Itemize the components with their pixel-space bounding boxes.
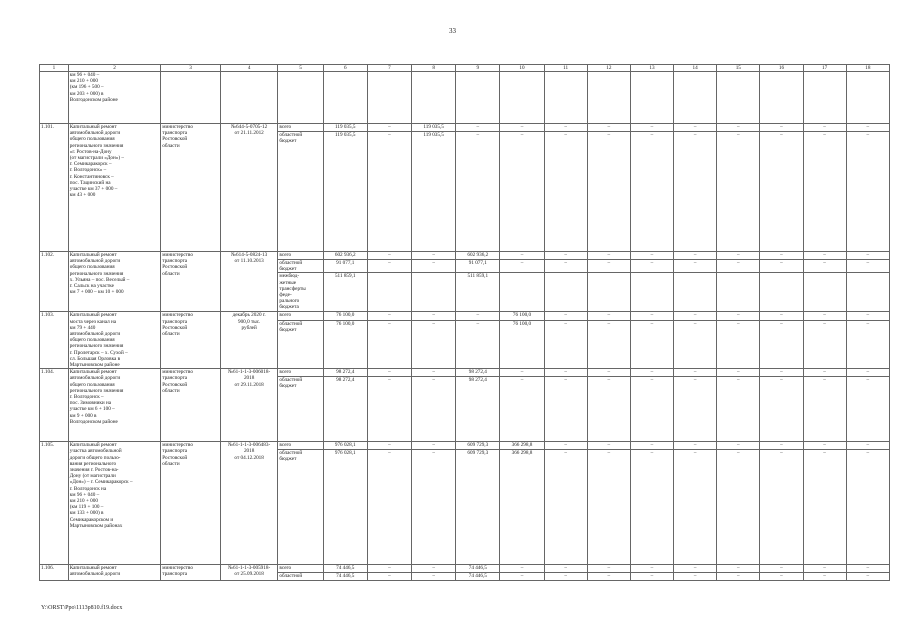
cell-value [630,273,673,312]
cell-value [544,273,587,312]
cell-value: – [587,312,630,320]
cell-value: – [587,132,630,252]
cell-value: – [500,124,544,132]
cell-value: – [803,573,846,581]
cell-value: – [412,450,456,565]
cell-value: – [760,312,803,320]
cell-value: – [630,124,673,132]
cell-value: – [803,252,846,260]
cell-value: – [717,573,760,581]
cell-value: 74 446,5 [456,573,500,581]
cell-name: Капитальный ремонт участка автомобильной дороги общего пользо- вания регионального значения г. Ростов-на- Дону (от магистрали «Дон») – г. Семикаракорск – г. Волгодонск на км 96 + 040 – км 210 + 000 (км 119 + 100 – км 133 + 000) в Семикаракорском и Мартыновском районах [68,442,161,565]
cell-total: 74 446,5 [323,573,367,581]
table-body [40,65,890,581]
table-row [40,312,890,320]
cell-value: – [803,260,846,273]
table-row [40,369,890,377]
cell-source: областной бюджет [278,450,323,565]
cell-value: – [630,312,673,320]
cell-value: 98 272,4 [456,369,500,377]
cell-source: областной [278,573,323,581]
column-number: 2 [68,65,161,72]
cell-value: – [544,442,587,450]
cell-value: – [760,260,803,273]
cell-total: 76 100,0 [323,320,367,369]
cell-value: – [803,369,846,377]
cell-total: 74 446,5 [323,565,367,573]
file-path-footer: Y:\ORST\Ppo\1113p810.f19.docx [41,605,123,611]
cell-value: – [674,369,717,377]
column-number: 16 [760,65,803,72]
cell-value: – [587,565,630,573]
cell-document: №61-1-1-3-006018- 2018 от 29.11.2018 [220,369,278,442]
cell-value: – [630,377,673,442]
cell-value: – [587,252,630,260]
cell-value: 511 859,1 [456,273,500,312]
cell-value [674,273,717,312]
cell-value: – [544,320,587,369]
cell-value: – [717,565,760,573]
cell-value: – [717,124,760,132]
cell-value: 366 298,8 [500,442,544,450]
cell-value: – [412,369,456,377]
cell-name: Капитальный ремонт моста через канал на км 79 + 440 автомобильной дороги общего пользования регионального значения г. Пролетарск – х. Сухой – сл. Большая Орловка в Мартыновском районе [68,312,161,369]
cell-value: – [587,377,630,442]
cell-value: – [760,377,803,442]
cell-document: №644-5-0705-12 от 21.11.2012 [220,124,278,252]
cell-value: – [500,252,544,260]
cell-value: – [456,312,500,320]
cell-value: – [846,132,889,252]
cell-organization: министерство транспорта Ростовской области [161,312,221,369]
table-row [40,442,890,450]
table-row [40,252,890,260]
cell-value: – [456,320,500,369]
cell-value: – [544,260,587,273]
cell-value: – [717,320,760,369]
cell-value: – [630,260,673,273]
cell-value: – [717,260,760,273]
cell-total: 119 035,5 [323,132,367,252]
cell-value: – [367,450,411,565]
cell-value [500,273,544,312]
cell-value: – [674,124,717,132]
cell-value [803,273,846,312]
cell-value: – [367,320,411,369]
cell-value: 119 035,5 [412,132,456,252]
cell-value: – [367,252,411,260]
cell-value: – [674,377,717,442]
column-number: 7 [367,65,411,72]
cell-value: – [587,260,630,273]
page-number: 33 [449,27,456,35]
cell-value: 602 936,2 [456,252,500,260]
cell-value: – [717,442,760,450]
cell-value: – [500,369,544,377]
cell-value: – [674,573,717,581]
cell-value: – [760,320,803,369]
cell-value: – [544,124,587,132]
cell-num: 1.101. [40,124,69,252]
cell-value: – [500,573,544,581]
cell-value: – [846,312,889,320]
cell-source: всего [278,124,323,132]
cell-value: – [846,369,889,377]
cell-value: – [500,565,544,573]
cell-value: – [630,565,673,573]
cell-value: – [760,369,803,377]
cell-value: – [674,132,717,252]
cell-organization: министерство транспорта Ростовской области [161,442,221,565]
cell-value: – [412,320,456,369]
cell-value: 119 035,5 [412,124,456,132]
cell-num: 1.104. [40,369,69,442]
cell-num: 1.103. [40,312,69,369]
column-number: 6 [323,65,367,72]
cell-document: декабрь 2020 г. 900,0 тыс. рублей [220,312,278,369]
cell-value: – [846,573,889,581]
column-number: 4 [220,65,278,72]
cell-value: – [367,565,411,573]
cell-value: – [544,573,587,581]
cell-value: – [760,450,803,565]
column-number: 14 [674,65,717,72]
column-number-row [40,65,890,72]
cell-value: – [803,124,846,132]
cell-value: – [412,573,456,581]
cell-value: – [846,252,889,260]
cell-total: 602 936,2 [323,252,367,260]
cell-source: областной бюджет [278,260,323,273]
cell-value: – [367,260,411,273]
cell-source: областной бюджет [278,132,323,252]
cell-value: – [630,320,673,369]
table-row [40,565,890,573]
cell-value: – [760,132,803,252]
cell-value: – [367,132,411,252]
cell-total: 119 035,5 [323,124,367,132]
cell-value: – [630,450,673,565]
cell-value: – [674,442,717,450]
cell-value: – [717,132,760,252]
cell-name: Капитальный ремонт автомобильной дороги общего пользования регионального значения х. Ульяна – пос. Веселый – г. Сальск на участке км 7 + 000 – км 10 + 000 [68,252,161,312]
cell-value [412,273,456,312]
cell-source: областной бюджет [278,377,323,442]
cell-num [40,72,69,124]
cell-total: 976 028,1 [323,442,367,450]
cell-organization: министерство транспорта [161,565,221,581]
cell-value: – [803,377,846,442]
cell-value [846,273,889,312]
cell-value: – [587,320,630,369]
column-number: 9 [456,65,500,72]
cell-value: – [367,369,411,377]
cell-value: – [412,260,456,273]
cell-value: – [367,573,411,581]
cell-value: – [803,132,846,252]
cell-value: – [367,377,411,442]
cell-value: – [760,565,803,573]
cell-total: 98 272,4 [323,369,367,377]
cell-source: всего [278,312,323,320]
cell-value: 76 100,0 [500,312,544,320]
column-number: 13 [630,65,673,72]
cell-value: – [846,124,889,132]
cell-value: – [760,124,803,132]
cell-value: – [544,377,587,442]
column-number: 12 [587,65,630,72]
cell-value: – [412,252,456,260]
cell-organization: министерство транспорта Ростовской области [161,369,221,442]
cell-name: Капитальный ремонт автомобильной дороги общего пользования регионального значения «г. Ростов-на-Дону (от магистрали «Дон») – г. Семикаракорск – г. Волгодонск» – г. Константиновск – пос. Тацинский на участке км 37 + 000 – км 43 + 000 [68,124,161,252]
cell-source: межбюд- жетные трансферты феде- рального бюджета [278,273,323,312]
column-number: 3 [161,65,221,72]
cell-value: – [630,132,673,252]
cell-value: – [803,320,846,369]
cell-value: – [630,369,673,377]
cell-source: областной бюджет [278,320,323,369]
cell-value: – [846,450,889,565]
continuation-row [40,72,890,124]
cell-value: 609 729,3 [456,442,500,450]
cell-value: – [367,442,411,450]
cell-value: – [630,573,673,581]
cell-value: – [760,442,803,450]
cell-value: – [587,442,630,450]
cell-value: – [674,312,717,320]
cell-source: всего [278,252,323,260]
table-row [40,124,890,132]
cell-source: всего [278,565,323,573]
cell-total: 76 100,0 [323,312,367,320]
cell-value: – [500,260,544,273]
cell-value: – [717,312,760,320]
column-number: 5 [278,65,323,72]
column-number: 1 [40,65,69,72]
column-number: 10 [500,65,544,72]
cell-value: – [412,312,456,320]
cell-value: – [846,565,889,573]
cell-value: – [367,312,411,320]
cell-total: 98 272,4 [323,377,367,442]
cell-value: – [846,377,889,442]
cell-value: – [456,124,500,132]
cell-value: – [760,573,803,581]
cell-total: 511 859,1 [323,273,367,312]
cell-value: – [587,369,630,377]
cell-value: – [456,132,500,252]
cell-value: 76 100,0 [500,320,544,369]
cell-value: – [544,450,587,565]
cell-value: – [412,442,456,450]
cell-value: – [630,442,673,450]
cell-value: – [544,312,587,320]
cell-value: – [412,565,456,573]
cell-name: Капитальный ремонт автомобильной дороги общего пользования регионального значения г. Волгодонск – пос. Зимовники на участке км 6 + 100 – км 9 + 000 в Волгодонском районе [68,369,161,442]
cell-value: – [630,252,673,260]
cell-value: – [367,124,411,132]
cell-value: 98 272,4 [456,377,500,442]
cell-value: – [717,450,760,565]
cell-name: Капитальный ремонт автомобильной дороги [68,565,161,581]
cell-value: – [544,369,587,377]
cell-value: – [760,252,803,260]
column-number: 18 [846,65,889,72]
cell-value: – [544,132,587,252]
cell-value [367,273,411,312]
cell-total: 91 077,1 [323,260,367,273]
cell-value: – [674,565,717,573]
cell-organization: министерство транспорта Ростовской области [161,124,221,252]
cell-value: – [717,377,760,442]
cell-value: – [803,450,846,565]
cell-organization: министерство транспорта Ростовской области [161,252,221,312]
cell-num: 1.102. [40,252,69,312]
cell-num: 1.106. [40,565,69,581]
cell-value: – [717,369,760,377]
column-number: 15 [717,65,760,72]
cell-name: км 96 + 040 – км 210 + 000 (км 196 + 500 – км 203 + 000) в Волгодонском районе [68,72,161,124]
cell-source: всего [278,442,323,450]
cell-value: 366 298,8 [500,450,544,565]
cell-value: – [544,252,587,260]
column-number: 11 [544,65,587,72]
cell-value: 74 446,5 [456,565,500,573]
cell-value: – [674,320,717,369]
cell-value [760,273,803,312]
cell-document: №61-1-1-3-005918- от 25.09.2018 [220,565,278,581]
cell-value: – [500,377,544,442]
cell-value: – [544,565,587,573]
cell-value: – [412,377,456,442]
cell-value: – [587,124,630,132]
cell-value: – [846,260,889,273]
cell-value: – [500,132,544,252]
cell-value: – [674,450,717,565]
column-number: 17 [803,65,846,72]
cell-document: №614-5-0824-13 от 11.10.2013 [220,252,278,312]
cell-value: – [674,260,717,273]
cell-value: – [846,442,889,450]
cell-value: – [674,252,717,260]
cell-value: – [803,312,846,320]
cell-source: всего [278,369,323,377]
column-number: 8 [412,65,456,72]
cell-value [587,273,630,312]
cell-document: №61-1-1-3-006483- 2018 от 04.12.2018 [220,442,278,565]
cell-value: 609 729,3 [456,450,500,565]
cell-value: 91 077,1 [456,260,500,273]
cell-value [717,273,760,312]
cell-value: – [587,573,630,581]
budget-table [39,64,890,581]
cell-value: – [846,320,889,369]
cell-value: – [717,252,760,260]
cell-total: 976 028,1 [323,450,367,565]
cell-value: – [803,565,846,573]
cell-num: 1.105. [40,442,69,565]
cell-value: – [587,450,630,565]
cell-value: – [803,442,846,450]
